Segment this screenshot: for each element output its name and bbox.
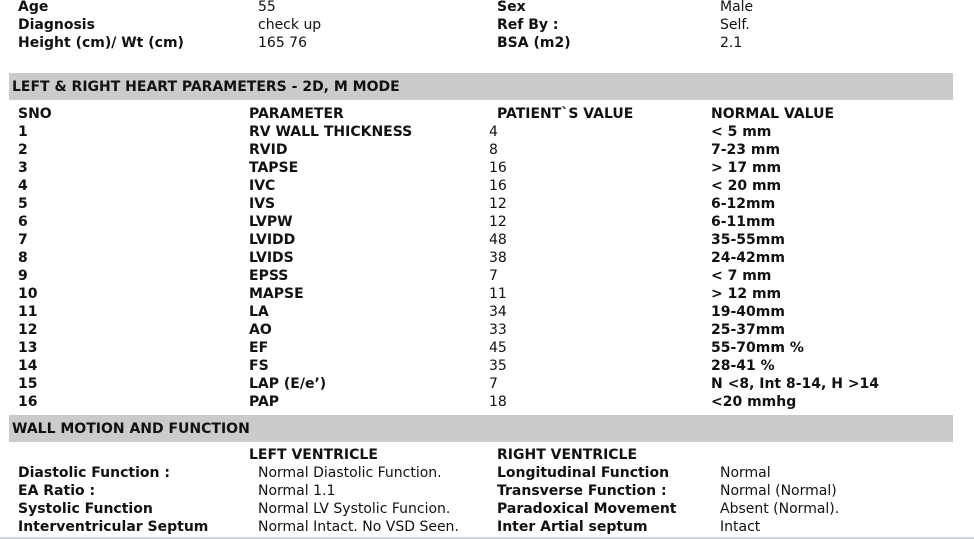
cell-parameter: IVC <box>249 178 276 194</box>
height-weight-label: Height (cm)/ Wt (cm) <box>18 35 184 51</box>
wall-motion-title: WALL MOTION AND FUNCTION <box>12 421 250 437</box>
cell-patient-value: 45 <box>489 340 507 356</box>
cell-patient-value: 7 <box>489 268 498 284</box>
table-row <box>0 231 974 249</box>
table-row <box>0 195 974 213</box>
cell-parameter: LVIDD <box>249 232 296 248</box>
heart-parameters-title: LEFT & RIGHT HEART PARAMETERS - 2D, M MODE <box>12 79 400 95</box>
sex-value: Male <box>720 0 754 15</box>
age-value: 55 <box>258 0 276 15</box>
table-row <box>0 267 974 285</box>
table-row <box>0 159 974 177</box>
age-label: Age <box>18 0 49 15</box>
rv-label: Inter Artial septum <box>497 519 648 535</box>
cell-parameter: MAPSE <box>249 286 304 302</box>
cell-sno: 3 <box>18 160 28 176</box>
cell-patient-value: 16 <box>489 160 507 176</box>
cell-patient-value: 7 <box>489 376 498 392</box>
rv-label: Paradoxical Movement <box>497 501 677 517</box>
cell-sno: 12 <box>18 322 38 338</box>
cell-parameter: LAP (E/e’) <box>249 376 327 392</box>
right-ventricle-heading: RIGHT VENTRICLE <box>497 447 638 463</box>
cell-normal-value: 24-42mm <box>711 250 785 266</box>
heart-parameters-section-header <box>9 73 953 100</box>
cell-sno: 13 <box>18 340 38 356</box>
cell-sno: 6 <box>18 214 28 230</box>
cell-parameter: EF <box>249 340 269 356</box>
rv-label: Transverse Function : <box>497 483 667 499</box>
rv-value: Intact <box>720 519 761 535</box>
bsa-value: 2.1 <box>720 35 743 51</box>
table-row <box>0 285 974 303</box>
table-row <box>0 249 974 267</box>
cell-patient-value: 12 <box>489 196 507 212</box>
cell-normal-value: 6-12mm <box>711 196 776 212</box>
height-weight-value: 165 76 <box>258 35 307 51</box>
cell-parameter: TAPSE <box>249 160 299 176</box>
cell-sno: 2 <box>18 142 28 158</box>
table-row <box>0 357 974 375</box>
cell-parameter: FS <box>249 358 269 374</box>
lv-label: Diastolic Function : <box>18 465 170 481</box>
rv-value: Normal (Normal) <box>720 483 837 499</box>
header-patient-value: PATIENT`S VALUE <box>497 106 634 122</box>
table-row <box>0 213 974 231</box>
cell-patient-value: 18 <box>489 394 507 410</box>
cell-sno: 7 <box>18 232 28 248</box>
ref-by-value: Self. <box>720 17 750 33</box>
rv-value: Normal <box>720 465 771 481</box>
cell-normal-value: 25-37mm <box>711 322 785 338</box>
cell-patient-value: 12 <box>489 214 507 230</box>
cell-normal-value: N <8, Int 8-14, H >14 <box>711 376 880 392</box>
cell-patient-value: 8 <box>489 142 498 158</box>
lv-value: Normal Diastolic Function. <box>258 465 442 481</box>
cell-parameter: RV WALL THICKNESS <box>249 124 413 140</box>
rv-value: Absent (Normal). <box>720 501 840 517</box>
cell-patient-value: 38 <box>489 250 507 266</box>
cell-parameter: IVS <box>249 196 276 212</box>
lv-label: Interventricular Septum <box>18 519 209 535</box>
cell-patient-value: 16 <box>489 178 507 194</box>
cell-normal-value: <20 mmhg <box>711 394 797 410</box>
header-parameter: PARAMETER <box>249 106 344 122</box>
cell-sno: 5 <box>18 196 28 212</box>
cell-normal-value: < 7 mm <box>711 268 772 284</box>
table-row <box>0 177 974 195</box>
diagnosis-value: check up <box>258 17 322 33</box>
cell-patient-value: 4 <box>489 124 498 140</box>
bsa-label: BSA (m2) <box>497 35 571 51</box>
cell-normal-value: 19-40mm <box>711 304 785 320</box>
lv-label: EA Ratio : <box>18 483 96 499</box>
diagnosis-label: Diagnosis <box>18 17 95 33</box>
sex-label: Sex <box>497 0 526 15</box>
cell-sno: 15 <box>18 376 38 392</box>
cell-normal-value: 6-11mm <box>711 214 776 230</box>
cell-patient-value: 48 <box>489 232 507 248</box>
cell-normal-value: 35-55mm <box>711 232 785 248</box>
rv-label: Longitudinal Function <box>497 465 670 481</box>
cell-sno: 9 <box>18 268 28 284</box>
left-ventricle-heading: LEFT VENTRICLE <box>249 447 378 463</box>
cell-normal-value: < 5 mm <box>711 124 772 140</box>
lv-value: Normal LV Systolic Funcion. <box>258 501 451 517</box>
lv-label: Systolic Function <box>18 501 153 517</box>
cell-sno: 14 <box>18 358 38 374</box>
cell-normal-value: > 12 mm <box>711 286 782 302</box>
table-row <box>0 339 974 357</box>
cell-sno: 11 <box>18 304 38 320</box>
cell-sno: 1 <box>18 124 28 140</box>
cell-sno: 10 <box>18 286 38 302</box>
cell-parameter: PAP <box>249 394 280 410</box>
table-row <box>0 123 974 141</box>
cell-normal-value: > 17 mm <box>711 160 782 176</box>
table-row <box>0 375 974 393</box>
cell-parameter: LVIDS <box>249 250 294 266</box>
cell-parameter: EPSS <box>249 268 289 284</box>
cell-normal-value: 7-23 mm <box>711 142 781 158</box>
cell-parameter: AO <box>249 322 272 338</box>
cell-sno: 4 <box>18 178 28 194</box>
cell-patient-value: 34 <box>489 304 507 320</box>
cell-normal-value: < 20 mm <box>711 178 782 194</box>
cell-parameter: LVPW <box>249 214 293 230</box>
table-row <box>0 141 974 159</box>
cell-sno: 8 <box>18 250 28 266</box>
header-normal-value: NORMAL VALUE <box>711 106 835 122</box>
table-row <box>0 321 974 339</box>
wall-motion-section-header <box>9 415 953 442</box>
table-row <box>0 393 974 411</box>
cell-patient-value: 11 <box>489 286 507 302</box>
lv-value: Normal 1.1 <box>258 483 336 499</box>
table-row <box>0 303 974 321</box>
cell-parameter: RVID <box>249 142 288 158</box>
cell-normal-value: 55-70mm % <box>711 340 804 356</box>
cell-parameter: LA <box>249 304 269 320</box>
lv-value: Normal Intact. No VSD Seen. <box>258 519 459 535</box>
table-header-row <box>0 105 974 123</box>
cell-patient-value: 35 <box>489 358 507 374</box>
cell-normal-value: 28-41 % <box>711 358 775 374</box>
cell-patient-value: 33 <box>489 322 507 338</box>
ref-by-label: Ref By : <box>497 17 559 33</box>
header-sno: SNO <box>18 106 52 122</box>
cell-sno: 16 <box>18 394 38 410</box>
